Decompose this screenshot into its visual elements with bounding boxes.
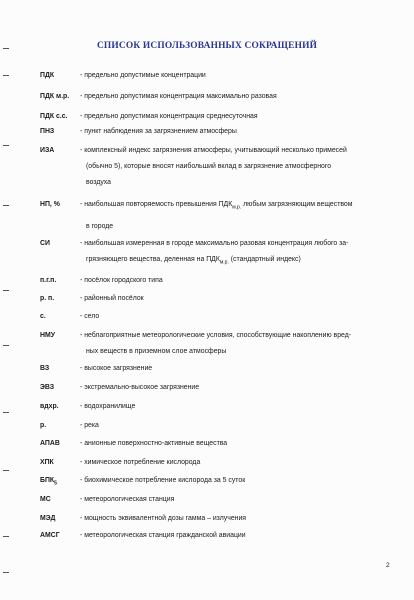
definition-line: - неблагоприятные метеорологические условия, способствующие накоплению вред- xyxy=(80,332,352,339)
definition-line: (обычно 5), которые вносят наибольший вклад в загрязнение атмосферного xyxy=(86,163,332,170)
subscript: м.р. xyxy=(219,259,229,266)
abbreviation: ИЗА xyxy=(40,147,55,154)
subscript: м.р. xyxy=(232,204,242,211)
definition-line: воздуха xyxy=(86,179,112,186)
definition: - анионные поверхностно-активные вещества xyxy=(80,440,228,447)
definition: - экстремально-высокое загрязнение xyxy=(80,384,200,391)
abbreviation: ПДК с.с. xyxy=(40,113,68,120)
definition-line xyxy=(80,202,398,210)
definition: - мощность эквивалентной дозы гамма – излучения xyxy=(80,515,247,522)
definition-line xyxy=(86,257,404,265)
definition: - предельно допустимые концентрации xyxy=(80,72,206,79)
abbreviation: ВЗ xyxy=(40,365,50,372)
definition-text: любым загрязняющим веществом xyxy=(241,201,353,208)
page-title: СПИСОК ИСПОЛЬЗОВАННЫХ СОКРАЩЕНИЙ xyxy=(96,41,318,51)
abbreviation xyxy=(40,478,57,486)
definition-line: - комплексный индекс загрязнения атмосферы, учитывающий несколько примесей xyxy=(80,147,347,154)
abbreviation: ПДК xyxy=(40,72,55,79)
abbreviation: вдхр. xyxy=(40,403,59,410)
definition: - село xyxy=(80,313,100,320)
definition-line: - наибольшая измеренная в городе максимально разовая концентрация любого за- xyxy=(80,240,349,247)
definition: - районный посёлок xyxy=(80,295,144,302)
definition-text: (стандартный индекс) xyxy=(228,256,301,263)
abbreviation: р. xyxy=(40,422,47,429)
definition-line: ных веществ в приземном слое атмосферы xyxy=(86,348,227,355)
abbreviation: ПДК м.р. xyxy=(40,93,70,100)
abbreviation: АПАВ xyxy=(40,440,60,447)
definition: - посёлок городского типа xyxy=(80,277,163,284)
abbreviation-text: БПК xyxy=(40,477,55,484)
definition: - пункт наблюдения за загрязнением атмосферы xyxy=(80,128,237,135)
abbreviation: МС xyxy=(40,496,51,503)
abbreviation: НП, % xyxy=(40,201,60,208)
definition: - метеорологическая станция гражданской авиации xyxy=(80,532,246,539)
definition-text: - наибольшая повторяемость превышения ПДК xyxy=(80,201,233,208)
definition: - предельно допустимая концентрация среднесуточная xyxy=(80,113,258,120)
abbreviation: СИ xyxy=(40,240,50,247)
abbreviation: ХПК xyxy=(40,459,54,466)
abbreviation: ПНЗ xyxy=(40,128,55,135)
subscript: 5 xyxy=(54,480,57,487)
definition-text: грязняющего вещества, деленная на ПДК xyxy=(86,256,220,263)
abbreviation: ЭВЗ xyxy=(40,384,55,391)
definition: - метеорологическая станция xyxy=(80,496,175,503)
abbreviation: АМСГ xyxy=(40,532,60,539)
abbreviation: НМУ xyxy=(40,332,56,339)
page-number: 2 xyxy=(386,562,390,569)
definition: - химическое потребление кислорода xyxy=(80,459,201,466)
definition: - биохимическое потребление кислорода за 5 суток xyxy=(80,477,246,484)
abbreviation: р. п. xyxy=(40,295,55,302)
definition: - высокое загрязнение xyxy=(80,365,153,372)
scan-margin-marks xyxy=(0,0,14,600)
definition: - предельно допустимая концентрация максимально разовая xyxy=(80,93,277,100)
definition: - река xyxy=(80,422,99,429)
definition: - водохранилище xyxy=(80,403,136,410)
definition-line: в городе xyxy=(86,223,114,230)
abbreviation: с. xyxy=(40,313,46,320)
abbreviation: п.г.п. xyxy=(40,277,57,284)
abbreviation: МЭД xyxy=(40,515,56,522)
